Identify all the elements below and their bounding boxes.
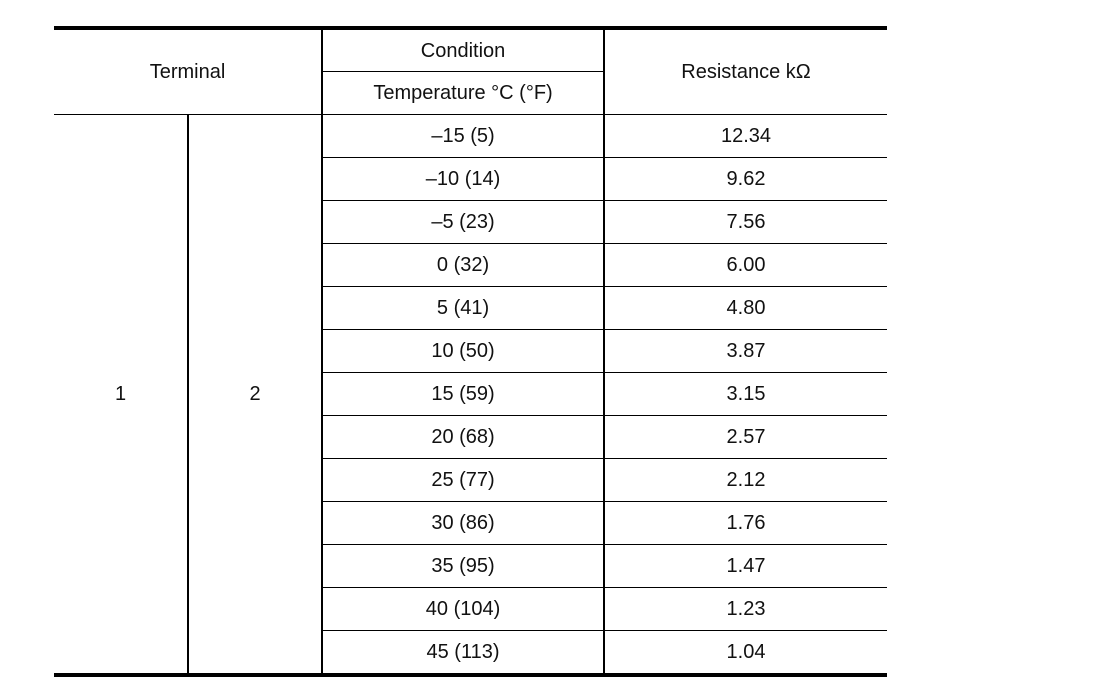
resistance-cell: 3.15 [604,373,887,416]
temperature-cell: –15 (5) [322,115,604,158]
resistance-cell: 1.47 [604,545,887,588]
resistance-cell: 2.12 [604,459,887,502]
temperature-cell: 15 (59) [322,373,604,416]
temperature-cell: –10 (14) [322,158,604,201]
temperature-cell: 20 (68) [322,416,604,459]
header-row-top [54,28,887,72]
terminal-b-cell: 2 [188,115,322,676]
condition-header: Condition [322,28,604,72]
temperature-cell: 10 (50) [322,330,604,373]
table-header [54,28,887,115]
temperature-cell: 40 (104) [322,588,604,631]
table-body [54,115,887,676]
table-row [54,115,887,158]
resistance-cell: 7.56 [604,201,887,244]
temperature-cell: 0 (32) [322,244,604,287]
temperature-cell: 30 (86) [322,502,604,545]
temperature-cell: 45 (113) [322,631,604,676]
resistance-cell: 12.34 [604,115,887,158]
terminal-a-cell: 1 [54,115,188,676]
temperature-cell: 35 (95) [322,545,604,588]
resistance-cell: 1.04 [726,641,766,663]
resistance-cell: 9.62 [604,158,887,201]
terminal-header: Terminal [54,28,322,115]
resistance-cell: 4.80 [604,287,887,330]
resistance-spec-table [54,26,887,677]
resistance-cell: 1.76 [604,502,887,545]
temperature-header: Temperature °C (°F) [322,72,604,115]
temperature-cell: –5 (23) [322,201,604,244]
resistance-cell: 3.87 [604,330,887,373]
resistance-cell: 6.00 [604,244,887,287]
resistance-header: Resistance kΩ [604,28,887,115]
temperature-cell: 25 (77) [322,459,604,502]
resistance-cell: 1.23 [604,588,887,631]
temperature-cell: 5 (41) [322,287,604,330]
resistance-cell: 2.57 [604,416,887,459]
